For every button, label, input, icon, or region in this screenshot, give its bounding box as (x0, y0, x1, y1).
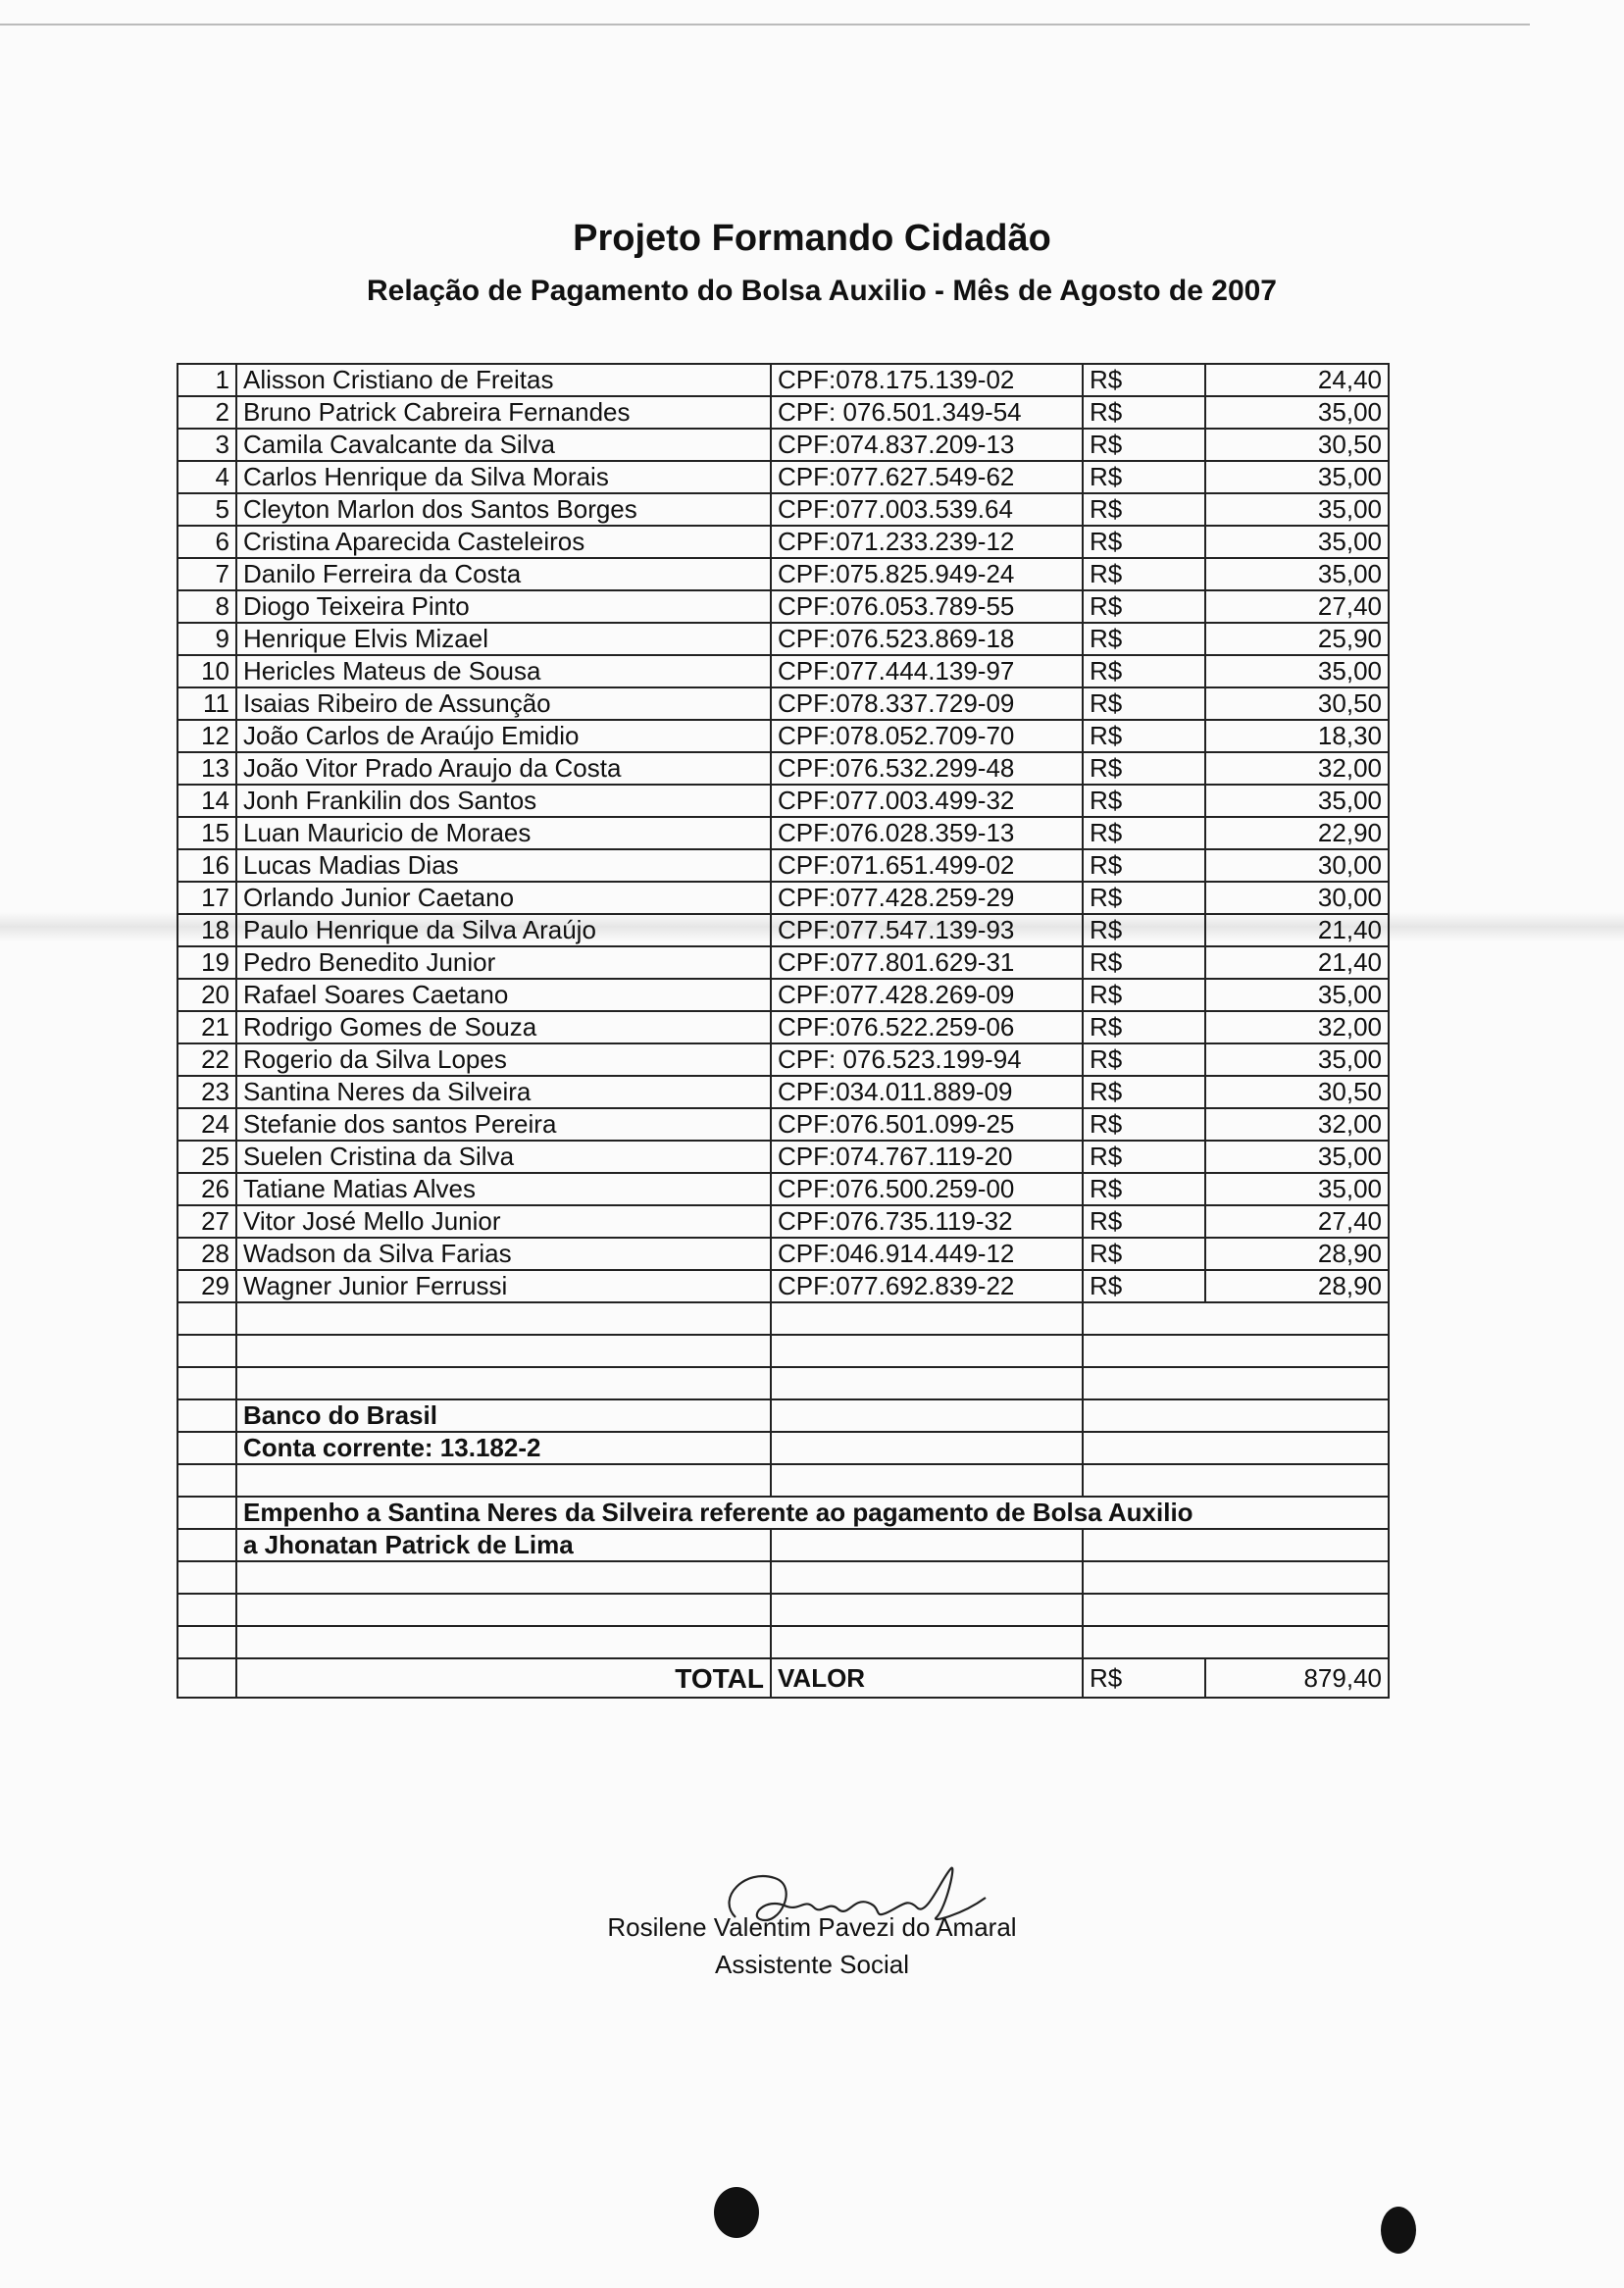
row-number: 4 (178, 461, 236, 493)
row-name: Alisson Cristiano de Freitas (236, 364, 771, 396)
row-number: 5 (178, 493, 236, 526)
row-currency: R$ (1083, 817, 1205, 849)
row-value: 18,30 (1205, 720, 1389, 752)
row-cpf: CPF:076.523.869-18 (771, 623, 1083, 655)
row-name: Rogerio da Silva Lopes (236, 1043, 771, 1076)
row-number: 17 (178, 882, 236, 914)
row-number: 19 (178, 946, 236, 979)
row-number: 15 (178, 817, 236, 849)
row-number: 20 (178, 979, 236, 1011)
table-row (178, 396, 1389, 429)
blank-row (178, 1367, 1389, 1399)
row-name: Tatiane Matias Alves (236, 1173, 771, 1205)
row-currency: R$ (1083, 623, 1205, 655)
table-row (178, 687, 1389, 720)
row-number: 25 (178, 1141, 236, 1173)
row-name: Luan Mauricio de Moraes (236, 817, 771, 849)
row-number: 24 (178, 1108, 236, 1141)
row-number: 6 (178, 526, 236, 558)
row-name: Isaias Ribeiro de Assunção (236, 687, 771, 720)
row-name: Cristina Aparecida Casteleiros (236, 526, 771, 558)
note-row (178, 1529, 1389, 1561)
row-cpf: CPF:077.547.139-93 (771, 914, 1083, 946)
row-currency: R$ (1083, 461, 1205, 493)
row-name: Henrique Elvis Mizael (236, 623, 771, 655)
row-number: 29 (178, 1270, 236, 1302)
row-number: 22 (178, 1043, 236, 1076)
table-footer (178, 1302, 1389, 1698)
row-name: Orlando Junior Caetano (236, 882, 771, 914)
row-name: João Vitor Prado Araujo da Costa (236, 752, 771, 785)
row-cpf: CPF:034.011.889-09 (771, 1076, 1083, 1108)
table-row (178, 364, 1389, 396)
row-value: 30,50 (1205, 687, 1389, 720)
row-value: 30,50 (1205, 1076, 1389, 1108)
table-row (178, 1043, 1389, 1076)
bank-row (178, 1399, 1389, 1432)
payment-rows (178, 364, 1389, 1302)
row-cpf: CPF:077.003.499-32 (771, 785, 1083, 817)
row-number: 1 (178, 364, 236, 396)
row-currency: R$ (1083, 1141, 1205, 1173)
row-cpf: CPF:078.337.729-09 (771, 687, 1083, 720)
total-currency: R$ (1083, 1658, 1205, 1698)
blank-row (178, 1594, 1389, 1626)
table-row (178, 849, 1389, 882)
blank-row (178, 1561, 1389, 1594)
table-row (178, 1011, 1389, 1043)
row-cpf: CPF:076.735.119-32 (771, 1205, 1083, 1238)
row-currency: R$ (1083, 1205, 1205, 1238)
table-row (178, 817, 1389, 849)
row-value: 32,00 (1205, 1011, 1389, 1043)
note-line-1: Empenho a Santina Neres da Silveira referente ao pagamento de Bolsa Auxilio (236, 1497, 1389, 1529)
row-number: 7 (178, 558, 236, 590)
blank-row (178, 1335, 1389, 1367)
row-cpf: CPF:074.767.119-20 (771, 1141, 1083, 1173)
row-currency: R$ (1083, 946, 1205, 979)
row-cpf: CPF:076.053.789-55 (771, 590, 1083, 623)
row-name: Lucas Madias Dias (236, 849, 771, 882)
row-value: 35,00 (1205, 558, 1389, 590)
row-name: Paulo Henrique da Silva Araújo (236, 914, 771, 946)
row-value: 27,40 (1205, 1205, 1389, 1238)
row-name: Diogo Teixeira Pinto (236, 590, 771, 623)
table-row (178, 1238, 1389, 1270)
row-cpf: CPF:076.532.299-48 (771, 752, 1083, 785)
row-value: 35,00 (1205, 396, 1389, 429)
row-number: 28 (178, 1238, 236, 1270)
row-number: 16 (178, 849, 236, 882)
row-cpf: CPF:046.914.449-12 (771, 1238, 1083, 1270)
row-currency: R$ (1083, 785, 1205, 817)
punch-hole-mark (714, 2187, 759, 2238)
row-currency: R$ (1083, 849, 1205, 882)
row-currency: R$ (1083, 1076, 1205, 1108)
row-value: 35,00 (1205, 1173, 1389, 1205)
row-currency: R$ (1083, 493, 1205, 526)
row-value: 35,00 (1205, 655, 1389, 687)
table-row (178, 1108, 1389, 1141)
row-value: 35,00 (1205, 1141, 1389, 1173)
row-cpf: CPF: 076.523.199-94 (771, 1043, 1083, 1076)
row-value: 35,00 (1205, 785, 1389, 817)
total-label: TOTAL (236, 1658, 771, 1698)
payment-table (177, 363, 1390, 1699)
table-row (178, 623, 1389, 655)
row-currency: R$ (1083, 429, 1205, 461)
note-row (178, 1497, 1389, 1529)
total-value: 879,40 (1205, 1658, 1389, 1698)
row-number: 26 (178, 1173, 236, 1205)
row-currency: R$ (1083, 1043, 1205, 1076)
row-value: 28,90 (1205, 1270, 1389, 1302)
row-cpf: CPF:078.175.139-02 (771, 364, 1083, 396)
row-currency: R$ (1083, 1173, 1205, 1205)
row-value: 35,00 (1205, 461, 1389, 493)
row-cpf: CPF:077.627.549-62 (771, 461, 1083, 493)
table-row (178, 882, 1389, 914)
row-number: 8 (178, 590, 236, 623)
row-number: 13 (178, 752, 236, 785)
row-number: 11 (178, 687, 236, 720)
table-row (178, 429, 1389, 461)
row-number: 14 (178, 785, 236, 817)
row-currency: R$ (1083, 882, 1205, 914)
table-row (178, 946, 1389, 979)
row-number: 27 (178, 1205, 236, 1238)
blank-row (178, 1626, 1389, 1658)
row-number: 18 (178, 914, 236, 946)
row-cpf: CPF:071.651.499-02 (771, 849, 1083, 882)
row-currency: R$ (1083, 720, 1205, 752)
account-row (178, 1432, 1389, 1464)
row-cpf: CPF:077.692.839-22 (771, 1270, 1083, 1302)
row-value: 32,00 (1205, 752, 1389, 785)
row-cpf: CPF:077.428.259-29 (771, 882, 1083, 914)
row-value: 30,50 (1205, 429, 1389, 461)
table-row (178, 1173, 1389, 1205)
row-currency: R$ (1083, 687, 1205, 720)
row-currency: R$ (1083, 1011, 1205, 1043)
row-currency: R$ (1083, 979, 1205, 1011)
row-cpf: CPF:074.837.209-13 (771, 429, 1083, 461)
row-currency: R$ (1083, 1270, 1205, 1302)
row-number: 12 (178, 720, 236, 752)
row-name: Santina Neres da Silveira (236, 1076, 771, 1108)
row-cpf: CPF:078.052.709-70 (771, 720, 1083, 752)
row-name: Suelen Cristina da Silva (236, 1141, 771, 1173)
table-row (178, 979, 1389, 1011)
row-name: Bruno Patrick Cabreira Fernandes (236, 396, 771, 429)
blank-row (178, 1302, 1389, 1335)
row-number: 2 (178, 396, 236, 429)
row-name: Vitor José Mello Junior (236, 1205, 771, 1238)
row-currency: R$ (1083, 914, 1205, 946)
row-cpf: CPF: 076.501.349-54 (771, 396, 1083, 429)
row-value: 25,90 (1205, 623, 1389, 655)
row-currency: R$ (1083, 364, 1205, 396)
row-cpf: CPF:071.233.239-12 (771, 526, 1083, 558)
table-row (178, 558, 1389, 590)
table-row (178, 526, 1389, 558)
row-name: Jonh Frankilin dos Santos (236, 785, 771, 817)
scan-edge-line (0, 24, 1530, 25)
table-row (178, 1076, 1389, 1108)
signer-role: Assistente Social (715, 1950, 909, 1979)
row-value: 35,00 (1205, 493, 1389, 526)
row-currency: R$ (1083, 558, 1205, 590)
row-number: 3 (178, 429, 236, 461)
signer-name: Rosilene Valentim Pavezi do Amaral (607, 1912, 1017, 1942)
table-row (178, 590, 1389, 623)
row-value: 22,90 (1205, 817, 1389, 849)
table-row (178, 1205, 1389, 1238)
row-value: 27,40 (1205, 590, 1389, 623)
bank-name: Banco do Brasil (236, 1399, 771, 1432)
row-name: Carlos Henrique da Silva Morais (236, 461, 771, 493)
row-name: Wagner Junior Ferrussi (236, 1270, 771, 1302)
row-number: 10 (178, 655, 236, 687)
row-value: 35,00 (1205, 979, 1389, 1011)
row-value: 32,00 (1205, 1108, 1389, 1141)
table-row (178, 493, 1389, 526)
row-name: Pedro Benedito Junior (236, 946, 771, 979)
row-cpf: CPF:077.428.269-09 (771, 979, 1083, 1011)
row-cpf: CPF:076.028.359-13 (771, 817, 1083, 849)
table-row (178, 461, 1389, 493)
row-name: Stefanie dos santos Pereira (236, 1108, 771, 1141)
row-number: 21 (178, 1011, 236, 1043)
row-name: Danilo Ferreira da Costa (236, 558, 771, 590)
row-currency: R$ (1083, 396, 1205, 429)
row-currency: R$ (1083, 752, 1205, 785)
row-cpf: CPF:076.522.259-06 (771, 1011, 1083, 1043)
table-row (178, 655, 1389, 687)
row-name: Hericles Mateus de Sousa (236, 655, 771, 687)
row-name: João Carlos de Araújo Emidio (236, 720, 771, 752)
document-subtitle: Relação de Pagamento do Bolsa Auxilio - Mês de Agosto de 2007 (366, 275, 1277, 307)
note-line-2: a Jhonatan Patrick de Lima (236, 1529, 771, 1561)
row-value: 30,00 (1205, 849, 1389, 882)
row-value: 24,40 (1205, 364, 1389, 396)
row-cpf: CPF:077.003.539.64 (771, 493, 1083, 526)
table-row (178, 1270, 1389, 1302)
row-currency: R$ (1083, 590, 1205, 623)
table-row (178, 1141, 1389, 1173)
table-row (178, 752, 1389, 785)
row-value: 35,00 (1205, 526, 1389, 558)
row-name: Rafael Soares Caetano (236, 979, 771, 1011)
row-currency: R$ (1083, 1238, 1205, 1270)
document-title: Projeto Formando Cidadão (573, 218, 1051, 259)
row-value: 28,90 (1205, 1238, 1389, 1270)
bank-account: Conta corrente: 13.182-2 (236, 1432, 771, 1464)
table-row (178, 785, 1389, 817)
row-currency: R$ (1083, 655, 1205, 687)
row-currency: R$ (1083, 1108, 1205, 1141)
row-cpf: CPF:076.501.099-25 (771, 1108, 1083, 1141)
punch-hole-mark (1381, 2207, 1416, 2254)
row-number: 9 (178, 623, 236, 655)
row-cpf: CPF:077.444.139-97 (771, 655, 1083, 687)
table-row (178, 720, 1389, 752)
valor-label: VALOR (771, 1658, 1083, 1698)
total-row (178, 1658, 1389, 1698)
row-name: Camila Cavalcante da Silva (236, 429, 771, 461)
row-value: 30,00 (1205, 882, 1389, 914)
blank-row (178, 1464, 1389, 1497)
table-row (178, 914, 1389, 946)
row-cpf: CPF:077.801.629-31 (771, 946, 1083, 979)
row-name: Cleyton Marlon dos Santos Borges (236, 493, 771, 526)
row-cpf: CPF:075.825.949-24 (771, 558, 1083, 590)
row-value: 21,40 (1205, 946, 1389, 979)
row-value: 21,40 (1205, 914, 1389, 946)
row-value: 35,00 (1205, 1043, 1389, 1076)
row-name: Rodrigo Gomes de Souza (236, 1011, 771, 1043)
row-currency: R$ (1083, 526, 1205, 558)
row-number: 23 (178, 1076, 236, 1108)
row-name: Wadson da Silva Farias (236, 1238, 771, 1270)
row-cpf: CPF:076.500.259-00 (771, 1173, 1083, 1205)
